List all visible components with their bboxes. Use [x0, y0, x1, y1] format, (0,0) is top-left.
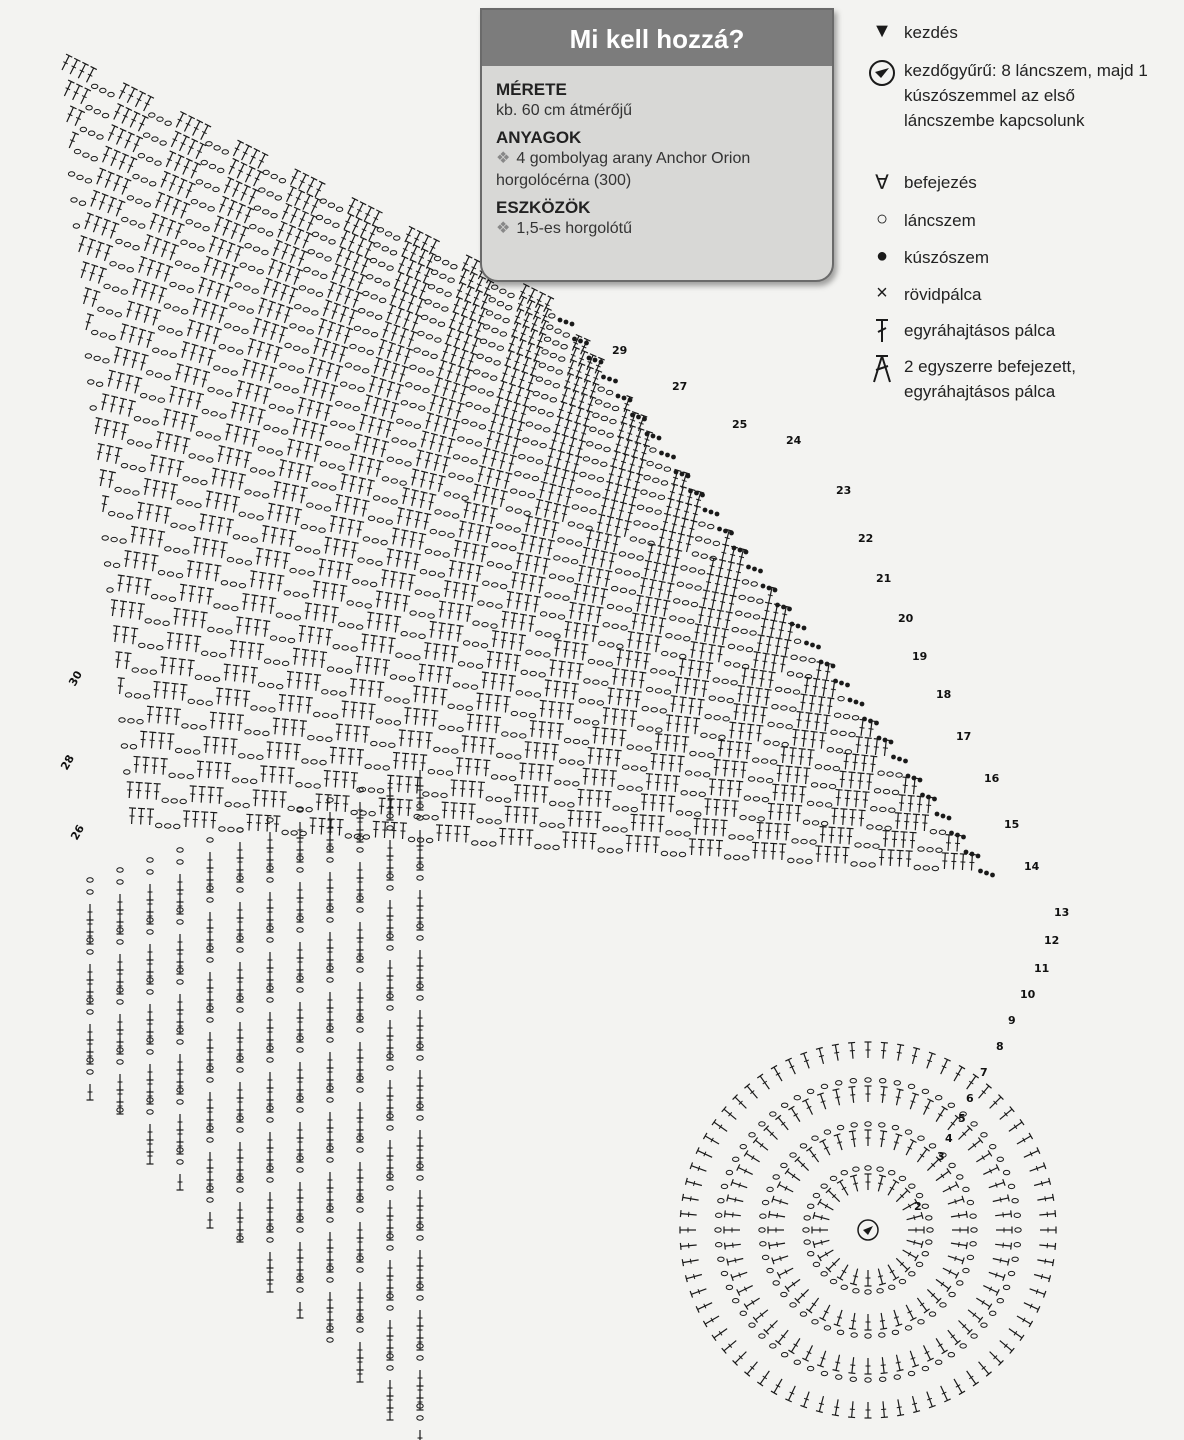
row-label-17: 17	[956, 730, 972, 743]
legend-sc: × rövidpálca	[860, 282, 1154, 307]
diamond-bullet-icon: ❖	[496, 220, 511, 237]
row-label-11: 11	[1034, 962, 1050, 975]
legend-slip: ● kúszószem	[860, 245, 1154, 270]
row-label-21: 21	[876, 572, 892, 585]
row-label-10: 10	[1020, 988, 1036, 1001]
diamond-bullet-icon: ❖	[496, 150, 511, 167]
finish-arrow-icon: ∀	[875, 172, 889, 194]
row-label-27: 27	[672, 380, 688, 393]
materials-text-1: 4 gombolyag arany Anchor Orion	[516, 150, 751, 167]
tools-title: ESZKÖZÖK	[496, 198, 591, 217]
materials-title: ANYAGOK	[496, 128, 582, 147]
row-label-13: 13	[1054, 906, 1070, 919]
row-label-12: 12	[1044, 934, 1060, 947]
row-label-9: 9	[1008, 1014, 1016, 1027]
row-label-4: 4	[945, 1132, 953, 1145]
row-label-19: 19	[912, 650, 928, 663]
row-label-14: 14	[1024, 860, 1040, 873]
legend-start: ▼ kezdés	[860, 20, 1154, 45]
size-text: kb. 60 cm átmérőjű	[496, 102, 633, 119]
row-label-24: 24	[786, 434, 802, 447]
double-crochet-icon	[860, 318, 904, 350]
row-label-3: 3	[937, 1150, 945, 1163]
row-label-6: 6	[966, 1092, 974, 1105]
legend-finish: ∀ befejezés	[860, 170, 1154, 195]
materials-box-title: Mi kell hozzá?	[482, 10, 832, 66]
legend-start-ring: kezdőgyűrű: 8 láncszem, majd 1 kúszószemmel az első láncszembe kapcsolunk	[860, 58, 1154, 133]
legend-chain: ○ láncszem	[860, 208, 1154, 233]
start-arrow-icon: ▼	[872, 20, 892, 42]
legend-dc2tog: 2 egyszerre befejezett, egyráhajtásos pálca	[860, 354, 1154, 404]
row-label-25: 25	[732, 418, 748, 431]
legend-dc: egyráhajtásos pálca	[860, 318, 1154, 350]
row-label-29: 29	[612, 344, 628, 357]
materials-text-2: horgolócérna (300)	[496, 172, 632, 189]
slip-stitch-icon: ●	[875, 245, 889, 267]
row-label-20: 20	[898, 612, 914, 625]
row-label-8: 8	[996, 1040, 1004, 1053]
start-ring-icon	[860, 58, 904, 94]
row-label-15: 15	[1004, 818, 1020, 831]
materials-box	[480, 8, 834, 282]
row-label-28: 28	[58, 752, 78, 773]
single-crochet-icon: ×	[876, 282, 888, 304]
row-label-26: 26	[68, 822, 88, 843]
row-label-5: 5	[958, 1112, 966, 1125]
row-label-18: 18	[936, 688, 952, 701]
dc2tog-icon	[860, 354, 904, 390]
row-label-30: 30	[66, 668, 86, 689]
center-motif	[680, 1042, 1056, 1418]
row-label-22: 22	[858, 532, 874, 545]
row-label-23: 23	[836, 484, 852, 497]
row-label-7: 7	[980, 1066, 988, 1079]
chain-stitch-icon: ○	[875, 208, 889, 230]
tools-text: 1,5-es horgolótű	[516, 220, 632, 237]
row-label-16: 16	[984, 772, 1000, 785]
size-title: MÉRETE	[496, 80, 567, 99]
row-label-2: 2	[914, 1200, 922, 1213]
